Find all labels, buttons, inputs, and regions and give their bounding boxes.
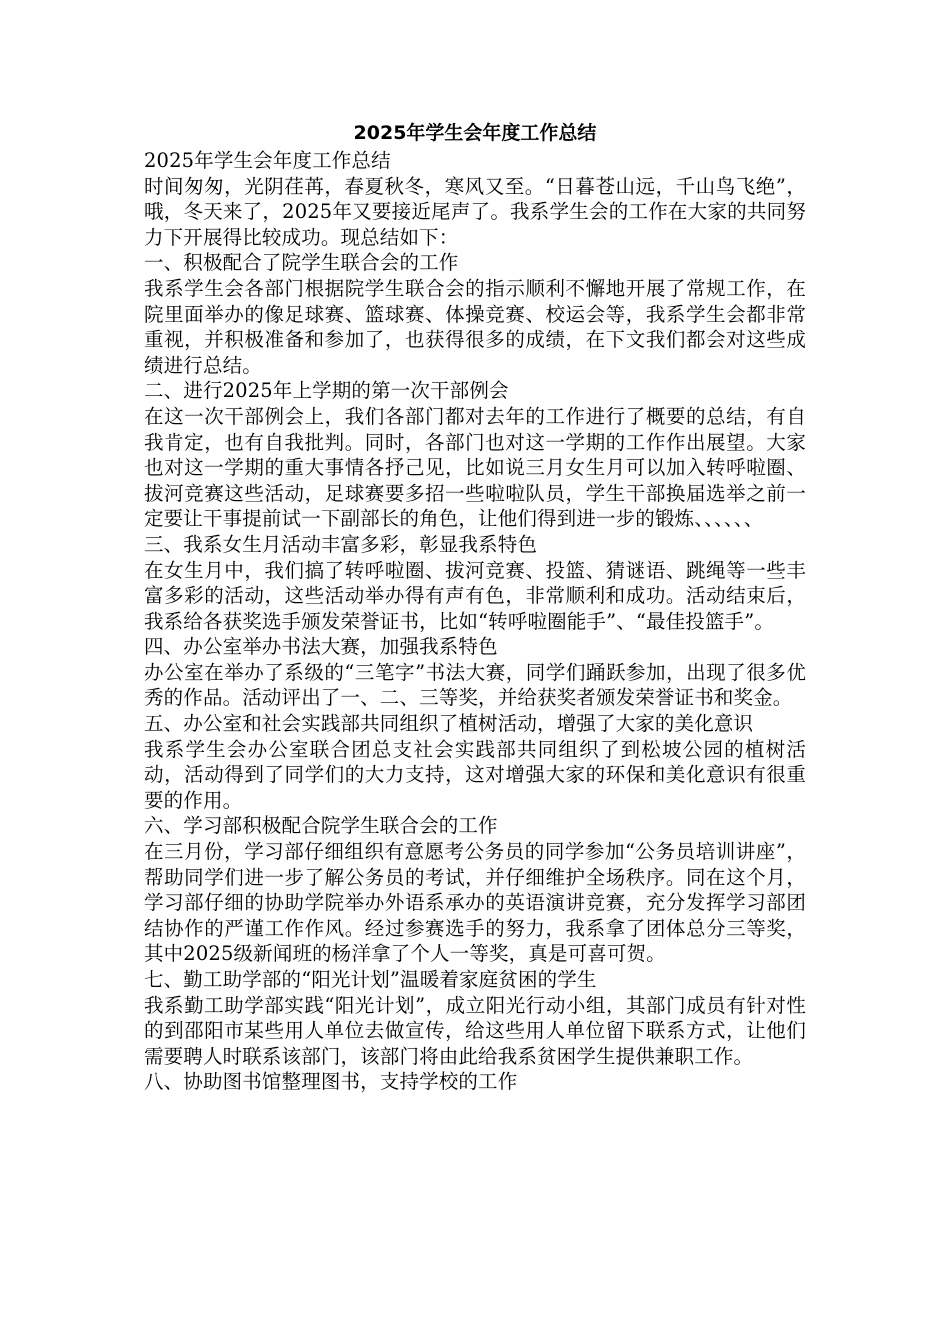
section-body-6: 在三月份，学习部仔细组织有意愿考公务员的同学参加“公务员培训讲座”，帮助同学们进一步了解公务员的考试，并仔细维护全场秩序。同在这个月，学习部仔细的协助学院举办外语系承办的英语演讲竞赛，充分发挥学习部团结协作的严谨工作作风。经过参赛选手的努力，我系拿了团体总分三等奖，其中2025级新闻班的杨洋拿了个人一等奖，真是可喜可贺。 <box>144 840 806 966</box>
section-heading-8: 八、协助图书馆整理图书，支持学校的工作 <box>144 1070 518 1094</box>
section-body-1: 我系学生会各部门根据院学生联合会的指示顺利不懈地开展了常规工作，在院里面举办的像足球赛、篮球赛、体操竞赛、校运会等，我系学生会都非常重视，并积极准备和参加了，也获得很多的成绩，在下文我们都会对这些成绩进行总结。 <box>144 276 806 377</box>
section-heading-6: 六、学习部积极配合院学生联合会的工作 <box>144 814 498 838</box>
section-heading-1: 一、积极配合了院学生联合会的工作 <box>144 251 459 275</box>
section-body-3: 在女生月中，我们搞了转呼啦圈、拔河竞赛、投篮、猜谜语、跳绳等一些丰富多彩的活动，这些活动举办得有声有色，非常顺利和成功。活动结束后，我系给各获奖选手颁发荣誉证书，比如“转呼啦圈能手”、“最佳投篮手”。 <box>144 558 806 633</box>
document-body <box>144 148 806 1095</box>
section-heading-5: 五、办公室和社会实践部共同组织了植树活动，增强了大家的美化意识 <box>144 712 754 736</box>
section-body-4: 办公室在举办了系级的“三笔字”书法大赛，同学们踊跃参加，出现了很多优秀的作品。活动评出了一、二、三等奖，并给获奖者颁发荣誉证书和奖金。 <box>144 660 806 710</box>
section-heading-7: 七、勤工助学部的“阳光计划”温暖着家庭贫困的学生 <box>144 968 597 991</box>
section-heading-4: 四、办公室举办书法大赛，加强我系特色 <box>144 635 498 659</box>
section-body-2: 在这一次干部例会上，我们各部门都对去年的工作进行了概要的总结，有自我肯定，也有自我批判。同时，各部门也对这一学期的工作作出展望。大家也对这一学期的重大事情各抒己见，比如说三月女生月可以加入转呼啦圈、拔河竞赛这些活动，足球赛要多招一些啦啦队员，学生干部换届选举之前一定要让干事提前试一下副部长的角色，让他们得到进一步的锻炼、、、、、、 <box>144 404 806 531</box>
intro-paragraph: 时间匆匆，光阴荏苒，春夏秋冬，寒风又至。“日暮苍山远，千山鸟飞绝”，哦，冬天来了，2025年又要接近尾声了。我系学生会的工作在大家的共同努力下开展得比较成功。现总结如下： <box>144 174 806 249</box>
document-page <box>144 118 806 1095</box>
section-heading-2: 二、进行2025年上学期的第一次干部例会 <box>144 379 509 403</box>
section-body-7: 我系勤工助学部实践“阳光计划”，成立阳光行动小组，其部门成员有针对性的到邵阳市某些用人单位去做宣传，给这些用人单位留下联系方式，让他们需要聘人时联系该部门，该部门将由此给我系贫困学生提供兼职工作。 <box>144 993 806 1068</box>
document-title: 2025年学生会年度工作总结 <box>353 122 597 144</box>
subtitle-line: 2025年学生会年度工作总结 <box>144 149 391 172</box>
section-heading-3: 三、我系女生月活动丰富多彩，彰显我系特色 <box>144 532 538 556</box>
section-body-5: 我系学生会办公室联合团总支社会实践部共同组织了到松坡公园的植树活动，活动得到了同学们的大力支持，这对增强大家的环保和美化意识有很重要的作用。 <box>144 737 806 812</box>
